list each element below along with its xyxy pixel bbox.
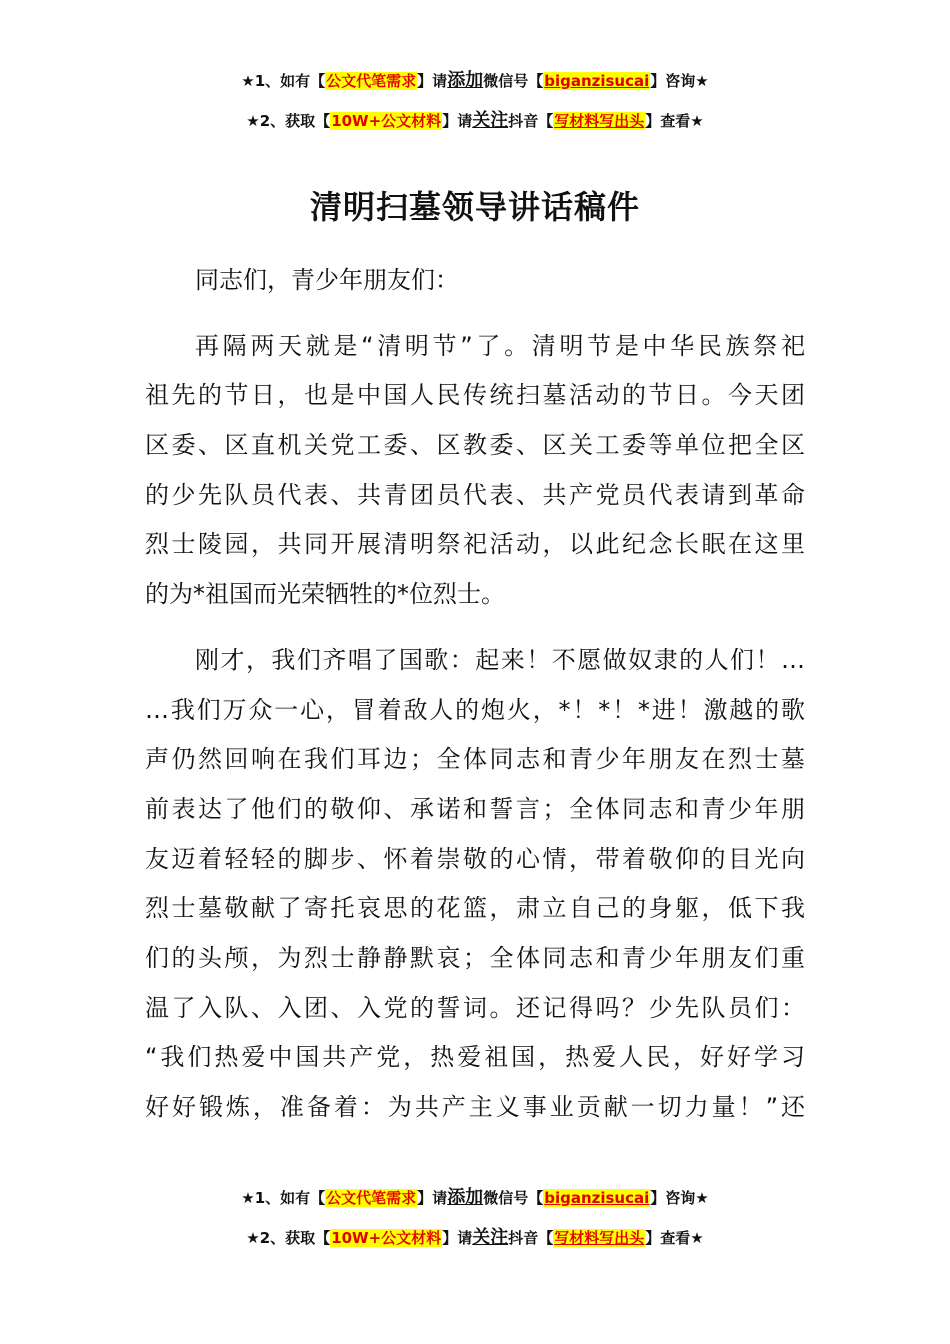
highlight-text: 公文代笔需求 bbox=[326, 1189, 417, 1207]
emphasis-text: 添加 bbox=[447, 1187, 484, 1208]
text-line: 烈士陵园，共同开展清明祭祀活动，以此纪念长眠在这里 bbox=[145, 530, 805, 559]
banner-text: 】请 bbox=[417, 1189, 448, 1207]
emphasis-text: 添加 bbox=[447, 70, 484, 91]
text-line: 前表达了他们的敬仰、承诺和誓言；全体同志和青少年朋 bbox=[145, 794, 805, 823]
douyin-id: 写材料写出头 bbox=[554, 112, 645, 130]
banner-text: 】请 bbox=[417, 72, 448, 90]
banner-text: 】请 bbox=[442, 1229, 473, 1247]
text-line: 同志们，青少年朋友们： bbox=[195, 266, 459, 294]
banner-text: 】咨询★ bbox=[650, 1189, 709, 1207]
banner-row-1 bbox=[0, 61, 950, 101]
text-line: 区委、区直机关党工委、区教委、区关工委等单位把全区 bbox=[145, 431, 805, 460]
paragraph-gap bbox=[145, 620, 805, 636]
text-line: 好好锻炼，准备着：为共产主义事业贡献一切力量！”还 bbox=[145, 1093, 805, 1121]
text-line: 烈士墓敬献了寄托哀思的花篮，肃立自己的身躯，低下我 bbox=[145, 894, 805, 923]
banner-text: 】咨询★ bbox=[650, 72, 709, 90]
banner-row-2 bbox=[0, 1218, 950, 1258]
text-line: 们的头颅，为烈士静静默哀；全体同志和青少年朋友们重 bbox=[145, 943, 805, 972]
document-title: 清明扫墓领导讲话稿件 bbox=[309, 188, 640, 226]
footer-banner bbox=[0, 1178, 950, 1258]
text-line: 刚才，我们齐唱了国歌：起来！不愿做奴隶的人们！… bbox=[195, 645, 805, 674]
banner-row-1 bbox=[0, 1178, 950, 1218]
text-line: 友迈着轻轻的脚步、怀着崇敬的心情，带着敬仰的目光向 bbox=[145, 844, 805, 873]
wechat-id: biganzisucai bbox=[544, 72, 650, 90]
douyin-id: 写材料写出头 bbox=[554, 1229, 645, 1247]
paragraph bbox=[145, 322, 805, 620]
highlight-text: 公文代笔需求 bbox=[326, 72, 417, 90]
highlight-text: 10W+公文材料 bbox=[331, 112, 442, 130]
banner-text: ★2、获取【 bbox=[246, 1229, 331, 1247]
text-line: 温了入队、入团、入党的誓词。还记得吗？少先队员们： bbox=[145, 993, 805, 1022]
text-line: “我们热爱中国共产党，热爱祖国，热爱人民，好好学习 bbox=[145, 1043, 805, 1072]
highlight-text: 10W+公文材料 bbox=[331, 1229, 442, 1247]
emphasis-text: 关注 bbox=[472, 110, 509, 131]
banner-text: ★1、如有【 bbox=[241, 72, 326, 90]
paragraph-gap bbox=[145, 306, 805, 322]
text-line: …我们万众一心，冒着敌人的炮火，*！*！*进！激越的歌 bbox=[145, 695, 805, 724]
banner-text: 】请 bbox=[442, 112, 473, 130]
wechat-id: biganzisucai bbox=[544, 1189, 650, 1207]
paragraph bbox=[145, 636, 805, 1133]
banner-text: 抖音【 bbox=[508, 112, 554, 130]
paragraph bbox=[145, 256, 805, 306]
banner-row-2 bbox=[0, 101, 950, 141]
header-banner bbox=[0, 61, 950, 141]
text-line: 的少先队员代表、共青团员代表、共产党员代表请到革命 bbox=[145, 480, 805, 509]
text-line: 声仍然回响在我们耳边；全体同志和青少年朋友在烈士墓 bbox=[145, 745, 805, 774]
banner-text: 】查看★ bbox=[645, 1229, 704, 1247]
emphasis-text: 关注 bbox=[472, 1227, 509, 1248]
text-line: 再隔两天就是“清明节”了。清明节是中华民族祭祀 bbox=[195, 331, 805, 360]
banner-text: 微信号【 bbox=[483, 72, 544, 90]
banner-text: ★2、获取【 bbox=[246, 112, 331, 130]
document-body bbox=[145, 256, 805, 1133]
banner-text: 】查看★ bbox=[645, 112, 704, 130]
banner-text: ★1、如有【 bbox=[241, 1189, 326, 1207]
text-line: 祖先的节日，也是中国人民传统扫墓活动的节日。今天团 bbox=[145, 381, 805, 410]
banner-text: 抖音【 bbox=[508, 1229, 554, 1247]
banner-text: 微信号【 bbox=[483, 1189, 544, 1207]
text-line: 的为*祖国而光荣牺牲的*位烈士。 bbox=[145, 580, 505, 609]
